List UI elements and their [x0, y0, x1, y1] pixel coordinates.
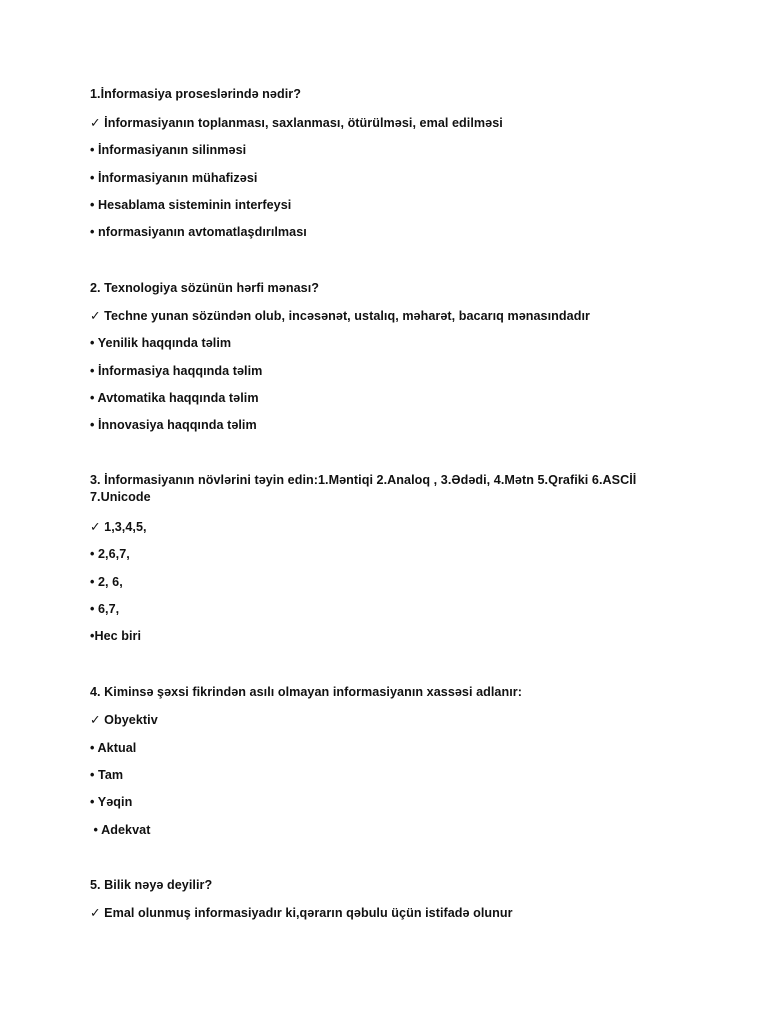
question-1-answer-2: • İnformasiyanın silinməsi [90, 143, 247, 157]
question-4-text: 4. Kiminsə şəxsi fikrindən asılı olmayan informasiyanın xassəsi adlanır: [90, 685, 522, 699]
question-4-answer-1: ✓ Obyektiv [90, 713, 158, 727]
question-2-answer-3: • İnformasiya haqqında təlim [90, 364, 263, 378]
question-3-answer-5: •Hec biri [90, 629, 142, 643]
question-1-text: 1.İnformasiya proseslərində nədir? [90, 87, 301, 101]
question-4-answer-5: • Adekvat [90, 823, 151, 837]
question-5-text: 5. Bilik nəyə deyilir? [90, 878, 213, 892]
question-2-answer-2: • Yenilik haqqında təlim [90, 336, 232, 350]
question-1-answer-5: • nformasiyanın avtomatlaşdırılması [90, 225, 307, 239]
question-1-answer-4: • Hesablama sisteminin interfeysi [90, 198, 292, 212]
question-4-answer-4: • Yəqin [90, 795, 133, 809]
question-5-answer-1: ✓ Emal olunmuş informasiyadır ki,qərarın qəbulu üçün istifadə olunur [90, 906, 513, 920]
question-3-answer-2: • 2,6,7, [90, 547, 130, 561]
question-3-text: 3. İnformasiyanın növlərini təyin edin:1.Məntiqi 2.Analoq , 3.Ədədi, 4.Mətn 5.Qrafiki 6.ASCİİ 7.Unicode [90, 473, 637, 504]
question-1-answer-1: ✓ İnformasiyanın toplanması, saxlanması, ötürülməsi, emal edilməsi [90, 116, 503, 130]
question-3-answer-4: • 6,7, [90, 602, 120, 616]
question-2-answer-5: • İnnovasiya haqqında təlim [90, 418, 257, 432]
question-4-answer-3: • Tam [90, 768, 124, 782]
question-2-text: 2. Texnologiya sözünün hərfi mənası? [90, 281, 319, 295]
question-2-answer-4: • Avtomatika haqqında təlim [90, 391, 259, 405]
question-3-answer-3: • 2, 6, [90, 575, 123, 589]
question-1-answer-3: • İnformasiyanın mühafizəsi [90, 171, 258, 185]
question-3-answer-1: ✓ 1,3,4,5, [90, 520, 147, 534]
question-2-answer-1: ✓ Techne yunan sözündən olub, incəsənət, ustalıq, məharət, bacarıq mənasındadır [90, 309, 590, 323]
question-4-answer-2: • Aktual [90, 741, 137, 755]
